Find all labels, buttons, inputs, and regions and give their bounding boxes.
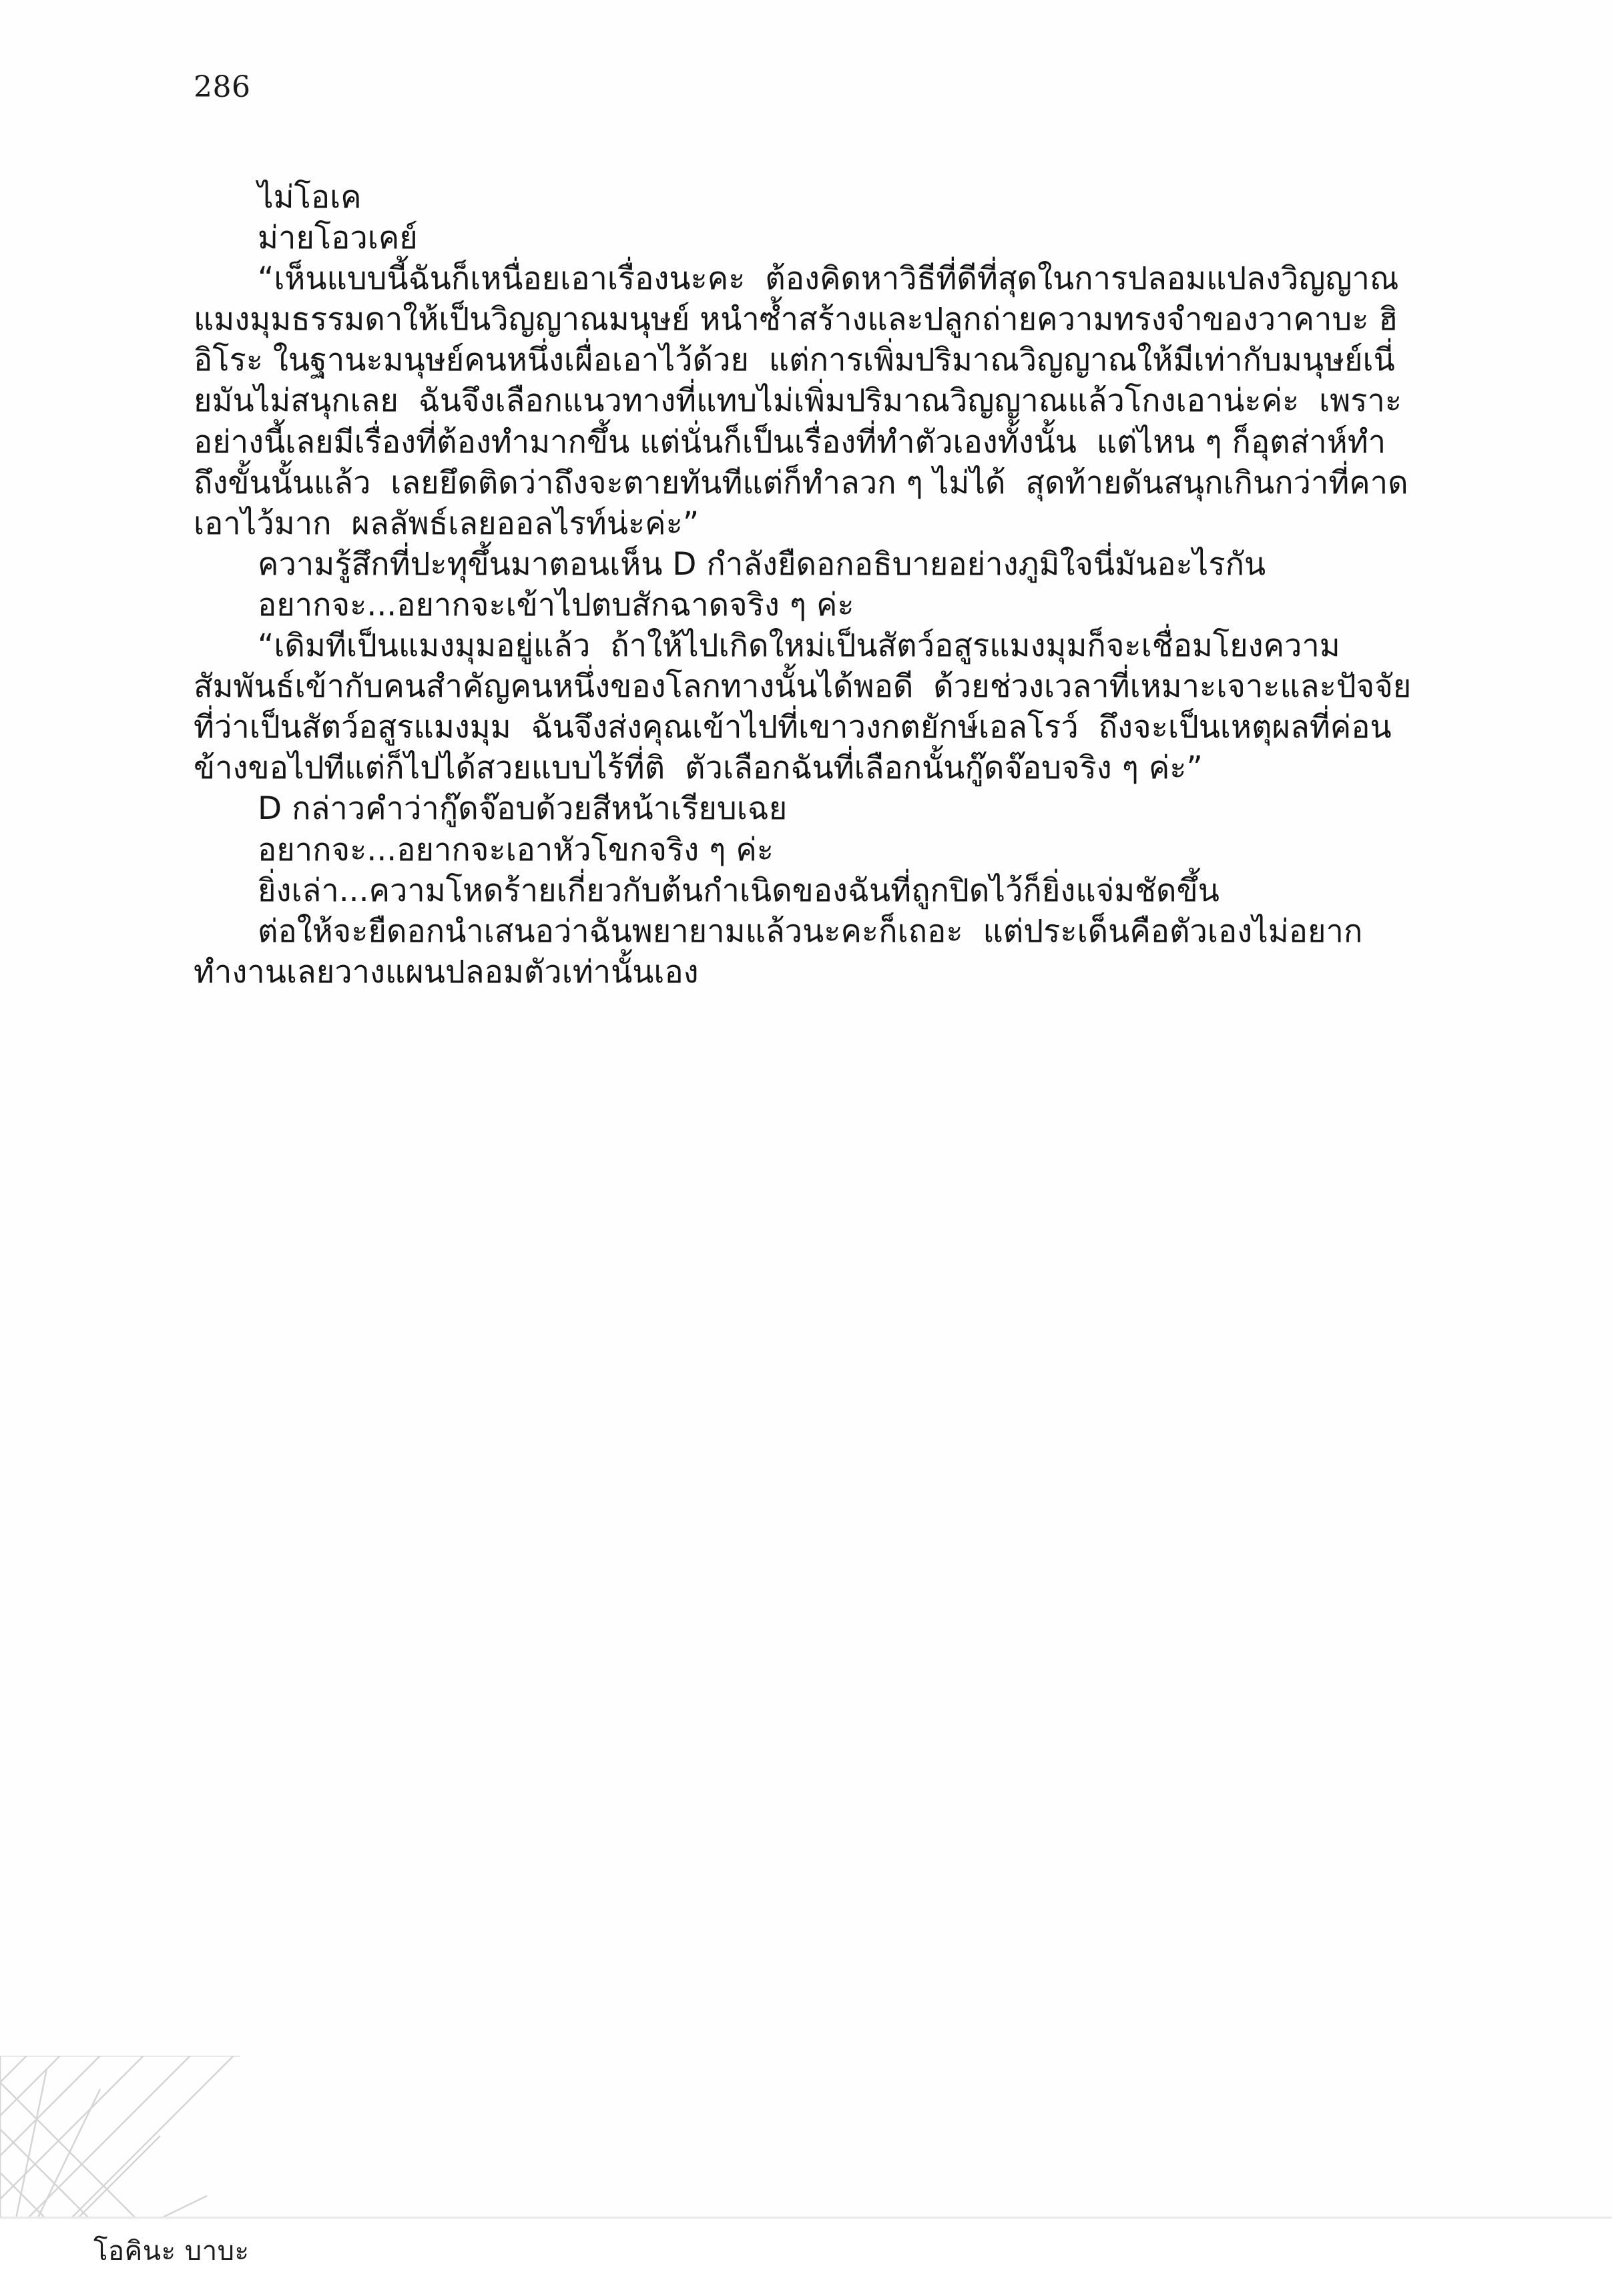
footer-band [0, 2219, 1612, 2296]
paragraph: ต่อให้จะยืดอกนำเสนอว่าฉันพยายามแล้วนะคะก็เถอะ แต่ประเด็นคือตัวเองไม่อยากทำงานเลยวางแผนปลอมตัวเท่านั้นเอง [194, 912, 1363, 990]
paragraph: อยากจะ...อยากจะเอาหัวโขกจริง ๆ ค่ะ [258, 831, 774, 868]
paragraph: D กล่าวคำว่ากู๊ดจ๊อบด้วยสีหน้าเรียบเฉย [258, 790, 788, 828]
paragraph: ความรู้สึกที่ปะทุขึ้นมาตอนเห็น D กำลังยืดอกอธิบายอย่างภูมิใจนี่มันอะไรกัน [258, 545, 1266, 583]
paragraph: “เห็นแบบนี้ฉันก็เหนื่อยเอาเรื่องนะคะ ต้องคิดหาวิธีที่ดีที่สุดในการปลอมแปลงวิญญาณแมงมุมธรรมดาให้เป็นวิญญาณมนุษย์ หนำซ้ำสร้างและปลูกถ่ายความทรงจำของวาคาบะ ฮิอิโระ ในฐานะมนุษย์คนหนึ่งเผื่อเอาไว้ด้วย แต่การเพิ่มปริมาณวิญญาณให้มีเท่ากับมนุษย์เนี่ยมันไม่สนุกเลย ฉันจึงเลือกแนวทางที่แทบไม่เพิ่มปริมาณวิญญาณแล้วโกงเอาน่ะค่ะ เพราะอย่างนี้เลยมีเรื่องที่ต้องทำมากขึ้น แต่นั่นก็เป็นเรื่องที่ทำตัวเองทั้งนั้น แต่ไหน ๆ ก็อุตส่าห์ทำถึงขั้นนั้นแล้ว เลยยึดติดว่าถึงจะตายทันทีแต่ก็ทำลวก ๆ ไม่ได้ สุดท้ายดันสนุกเกินกว่าที่คาดเอาไว้มาก ผลลัพธ์เลยออลไรท์น่ะค่ะ” [194, 260, 1408, 542]
paragraph: ไม่โอเค [258, 179, 362, 216]
paragraph: อยากจะ...อยากจะเข้าไปตบสักฉาดจริง ๆ ค่ะ [258, 586, 854, 623]
paragraph: ยิ่งเล่า...ความโหดร้ายเกี่ยวกับต้นกำเนิดของฉันที่ถูกปิดไว้ก็ยิ่งแจ่มชัดขึ้น [258, 872, 1220, 909]
page-text-body [194, 177, 1415, 992]
paragraph: “เดิมทีเป็นแมงมุมอยู่แล้ว ถ้าให้ไปเกิดใหม่เป็นสัตว์อสูรแมงมุมก็จะเชื่อมโยงความสัมพันธ์เข้ากับคนสำคัญคนหนึ่งของโลกทางนั้นได้พอดี ด้วยช่วงเวลาที่เหมาะเจาะและปัจจัยที่ว่าเป็นสัตว์อสูรแมงมุม ฉันจึงส่งคุณเข้าไปที่เขาวงกตยักษ์เอลโรว์ ถึงจะเป็นเหตุผลที่ค่อนข้างขอไปทีแต่ก็ไปได้สวยแบบไร้ที่ติ ตัวเลือกฉันที่เลือกนั้นกู๊ดจ๊อบจริง ๆ ค่ะ” [194, 627, 1412, 787]
page-number: 286 [194, 70, 251, 104]
paragraph: ม่ายโอวเคย์ [258, 220, 418, 257]
footer-author: โอคินะ บาบะ [93, 2236, 250, 2267]
